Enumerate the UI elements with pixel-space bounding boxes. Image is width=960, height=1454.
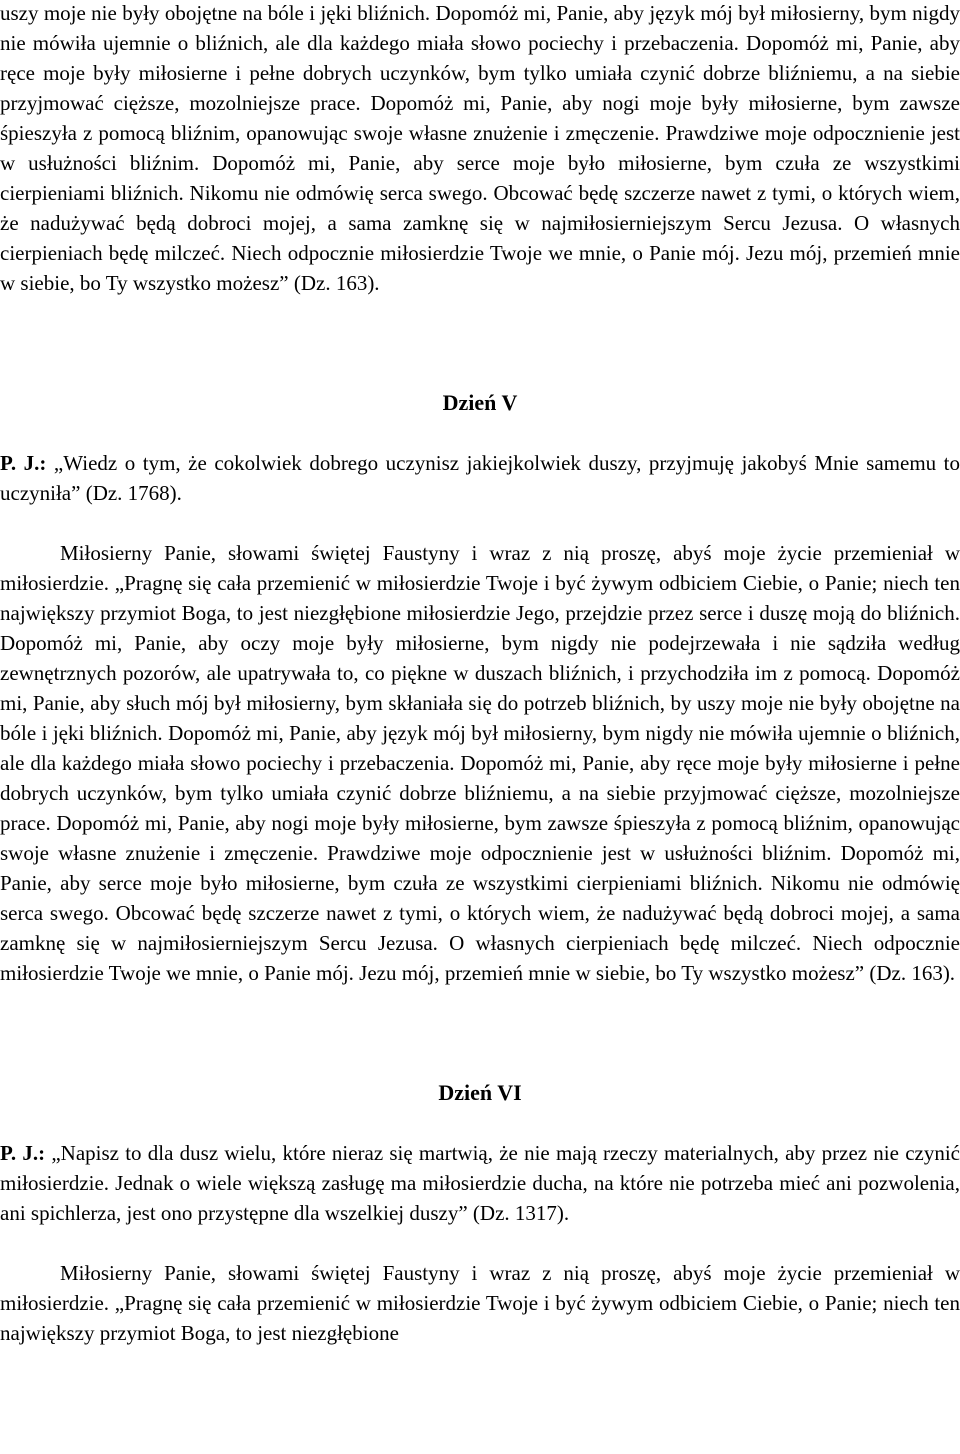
day-5-prayer: Miłosierny Panie, słowami świętej Faustyny i wraz z nią proszę, abyś moje życie przemieniał w miłosierdzie. „Pragnę się cała przemienić w miłosierdzie Twoje i być żywym odbiciem Ciebie, o Panie; niech ten największy przymiot Boga, to jest niezgłębione miłosierdzie Jego, przejdzie przez serce i duszę moją do bliźnich. Dopomóż mi, Panie, aby oczy moje były miłosierne, bym nigdy nie podejrzewała i nie sądziła według zewnętrznych pozorów, ale upatrywała to, co piękne w duszach bliźnich, i przychodziła im z pomocą. Dopomóż mi, Panie, aby słuch mój był miłosierny, bym skłaniała się do potrzeb bliźnich, by uszy moje nie były obojętne na bóle i jęki bliźnich. Dopomóż mi, Panie, aby język mój był miłosierny, bym nigdy nie mówiła ujemnie o bliźnich, ale dla każdego miała słowo pociechy i przebaczenia. Dopomóż mi, Panie, aby ręce moje były miłosierne i pełne dobrych uczynków, bym tylko umiała czynić dobrze bliźniemu, a na siebie przyjmować cięższe, mozolniejsze prace. Dopomóż mi, Panie, aby nogi moje były miłosierne, bym zawsze śpieszyła z pomocą bliźnim, opanowując swoje własne znużenie i zmęczenie. Prawdziwe moje odpocznienie jest w usłużności bliźnim. Dopomóż mi, Panie, aby serce moje było miłosierne, bym czuła ze wszystkimi cierpieniami bliźnich. Nikomu nie odmówię serca swego. Obcować będę szczerze nawet z tymi, o których wiem, że nadużywać będą dobroci mojej, a sama zamknę się w najmiłosierniejszym Sercu Jezusa. O własnych cierpieniach będę milczeć. Niech odpocznie miłosierdzie Twoje we mnie, o Panie mój. Jezu mój, przemień mnie w siebie, bo Ty wszystko możesz” (Dz. 163). <box>0 541 960 985</box>
spacer <box>0 1108 960 1138</box>
paragraph-continuation: uszy moje nie były obojętne na bóle i jęki bliźnich. Dopomóż mi, Panie, aby język mój był miłosierny, bym nigdy nie mówiła ujemnie o bliźnich, ale dla każdego miała słowo pociechy i przebaczenia. Dopomóż mi, Panie, aby ręce moje były miłosierne i pełne dobrych uczynków, bym tylko umiała czynić dobrze bliźniemu, a na siebie przyjmować cięższe, mozolniejsze prace. Dopomóż mi, Panie, aby nogi moje były miłosierne, bym zawsze śpieszyła z pomocą bliźnim, opanowując swoje własne znużenie i zmęczenie. Prawdziwe moje odpocznienie jest w usłużności bliźnim. Dopomóż mi, Panie, aby serce moje było miłosierne, bym czuła ze wszystkimi cierpieniami bliźnich. Nikomu nie odmówię serca swego. Obcować będę szczerze nawet z tymi, o których wiem, że nadużywać będą dobroci mojej, a sama zamknę się w najmiłosierniejszym Sercu Jezusa. O własnych cierpieniach będę milczeć. Niech odpocznie miłosierdzie Twoje we mnie, o Panie mój. Jezu mój, przemień mnie w siebie, bo Ty wszystko możesz” (Dz. 163). <box>0 1 960 295</box>
spacer <box>0 418 960 448</box>
day-5-heading: Dzień V <box>442 390 518 415</box>
spacer <box>0 298 960 388</box>
spacer <box>0 1228 960 1258</box>
quote-text: „Napisz to dla dusz wielu, które nieraz się martwią, że nie mają rzeczy materialnych, aby przez nie czynić miłosierdzie. Jednak o wiele większą zasługę ma miłosierdzie ducha, na które nie potrzeba mieć ani pozwolenia, ani spichlerza, jest ono przystępne dla wszelkiej duszy” (Dz. 1317). <box>0 1141 960 1225</box>
day-5-quote <box>0 448 960 508</box>
day-6-prayer: Miłosierny Panie, słowami świętej Faustyny i wraz z nią proszę, abyś moje życie przemieniał w miłosierdzie. „Pragnę się cała przemienić w miłosierdzie Twoje i być żywym odbiciem Ciebie, o Panie; niech ten największy przymiot Boga, to jest niezgłębione <box>0 1261 960 1345</box>
day-6-heading: Dzień VI <box>438 1080 522 1105</box>
spacer <box>0 508 960 538</box>
day-6-quote <box>0 1138 960 1228</box>
pj-label: P. J.: <box>0 1141 46 1165</box>
spacer <box>0 988 960 1078</box>
pj-label: P. J.: <box>0 451 47 475</box>
quote-text: „Wiedz o tym, że cokolwiek dobrego uczynisz jakiejkolwiek duszy, przyjmuję jakobyś Mnie samemu to uczyniła” (Dz. 1768). <box>0 451 960 505</box>
